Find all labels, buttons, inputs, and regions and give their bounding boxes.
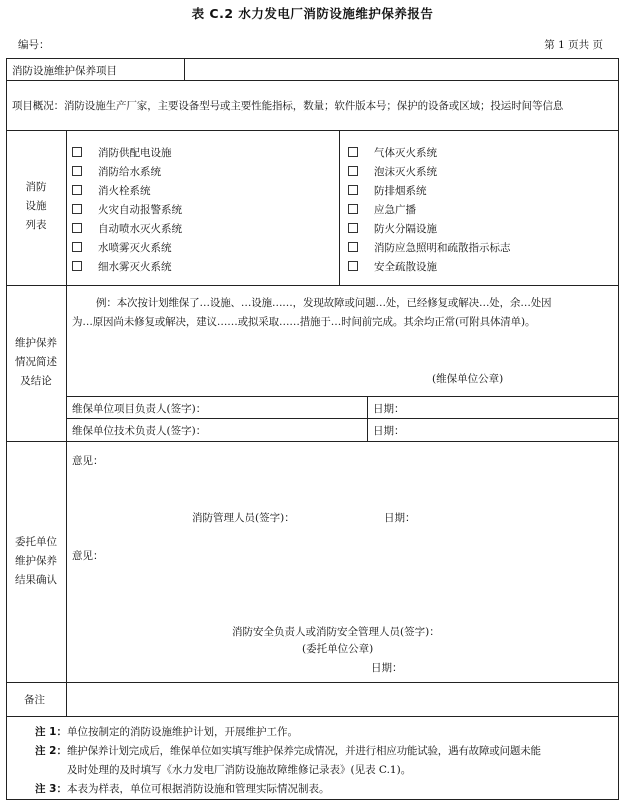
checkbox[interactable] xyxy=(348,185,358,195)
facility-item[interactable]: 消防给水系统 xyxy=(72,164,161,179)
facility-item[interactable]: 细水雾灭火系统 xyxy=(72,259,172,274)
maintenance-example-line1: 例：本次按计划维保了…设施、…设施……，发现故障或问题…处，已经修复或解决…处，余…处因 xyxy=(96,297,552,309)
checkbox[interactable] xyxy=(72,261,82,271)
checkbox[interactable] xyxy=(72,166,82,176)
row-divider-project xyxy=(6,80,619,81)
note-3: 注 3：本表为样表，单位可根据消防设施和管理实际情况制表。 xyxy=(35,783,330,795)
facility-item[interactable]: 自动喷水灭火系统 xyxy=(72,221,182,236)
checkbox[interactable] xyxy=(348,223,358,233)
row-divider-sign1 xyxy=(66,396,619,397)
row-divider-facility xyxy=(6,285,619,286)
note-2: 注 2：维护保养计划完成后，维保单位如实填写维护保养完成情况，并进行相应功能试验，遇有故障或问题未能 xyxy=(35,745,541,757)
fire-manager-signature[interactable]: 消防管理人员(签字)： xyxy=(192,512,295,524)
safety-officer-signature[interactable]: 消防安全负责人或消防安全管理人员(签字)： xyxy=(232,626,440,638)
manager-opinion-label[interactable]: 意见： xyxy=(72,455,104,467)
facility-item[interactable]: 应急广播 xyxy=(348,202,416,217)
facility-item[interactable]: 泡沫灭火系统 xyxy=(348,164,437,179)
checkbox[interactable] xyxy=(348,261,358,271)
col-divider-sign-date xyxy=(367,396,368,441)
facility-item[interactable]: 消防应急照明和疏散指示标志 xyxy=(348,240,511,255)
tech-lead-signature[interactable]: 维保单位技术负责人(签字)： xyxy=(72,425,207,437)
document-title: 表 C.2 水力发电厂消防设施维护保养报告 xyxy=(191,6,434,21)
project-lead-date[interactable]: 日期： xyxy=(373,403,405,415)
tech-lead-date[interactable]: 日期： xyxy=(373,425,405,437)
col-divider-facility-mid xyxy=(339,130,340,285)
row-divider-remarks xyxy=(6,716,619,717)
checkbox[interactable] xyxy=(348,147,358,157)
safety-opinion-label[interactable]: 意见： xyxy=(72,550,104,562)
checkbox[interactable] xyxy=(72,242,82,252)
row-divider-overview xyxy=(6,130,619,131)
page-indicator: 第 1 页共 页 xyxy=(544,39,603,51)
checkbox[interactable] xyxy=(348,204,358,214)
row-divider-maintenance xyxy=(6,441,619,442)
facility-item[interactable]: 消防供配电设施 xyxy=(72,145,172,160)
remarks-label: 备注 xyxy=(24,694,45,706)
fire-manager-date[interactable]: 日期： xyxy=(384,512,416,524)
col-divider-project xyxy=(184,58,185,80)
project-lead-signature[interactable]: 维保单位项目负责人(签字)： xyxy=(72,403,207,415)
project-label: 消防设施维护保养项目 xyxy=(12,65,117,77)
checkbox[interactable] xyxy=(348,166,358,176)
facility-item[interactable]: 消火栓系统 xyxy=(72,183,151,198)
client-confirmation-label: 委托单位 维护保养 结果确认 xyxy=(15,536,57,586)
safety-officer-date[interactable]: 日期： xyxy=(371,662,403,674)
note-2-continued: 及时处理的及时填写《水力发电厂消防设施故障维修记录表》(见表 C.1)。 xyxy=(67,764,412,776)
client-seal: (委托单位公章) xyxy=(302,643,374,655)
facility-list-label: 消防 设施 列表 xyxy=(25,181,47,231)
maintenance-example-line2: 为…原因尚未修复或解决，建议……或拟采取……措施于…时间前完成。其余均正常(可附具体清单)。 xyxy=(72,316,536,328)
facility-item[interactable]: 火灾自动报警系统 xyxy=(72,202,182,217)
maintenance-seal: (维保单位公章) xyxy=(432,373,504,385)
checkbox[interactable] xyxy=(72,204,82,214)
col-divider-label xyxy=(66,130,67,716)
checkbox[interactable] xyxy=(72,185,82,195)
facility-item[interactable]: 防火分隔设施 xyxy=(348,221,437,236)
checkbox[interactable] xyxy=(348,242,358,252)
note-1: 注 1：单位按制定的消防设施维护计划，开展维护工作。 xyxy=(35,726,298,738)
facility-item[interactable]: 气体灭火系统 xyxy=(348,145,437,160)
project-overview-text: 项目概况：消防设施生产厂家，主要设备型号或主要性能指标，数量；软件版本号；保护的设备或区域；投运时间等信息 xyxy=(12,100,564,112)
checkbox[interactable] xyxy=(72,147,82,157)
row-divider-sign2 xyxy=(66,418,619,419)
serial-number-label: 编号： xyxy=(18,39,50,51)
facility-item[interactable]: 水喷雾灭火系统 xyxy=(72,240,172,255)
checkbox[interactable] xyxy=(72,223,82,233)
facility-item[interactable]: 防排烟系统 xyxy=(348,183,427,198)
facility-item[interactable]: 安全疏散设施 xyxy=(348,259,437,274)
maintenance-summary-label: 维护保养 情况简述 及结论 xyxy=(15,337,57,387)
row-divider-confirmation xyxy=(6,682,619,683)
